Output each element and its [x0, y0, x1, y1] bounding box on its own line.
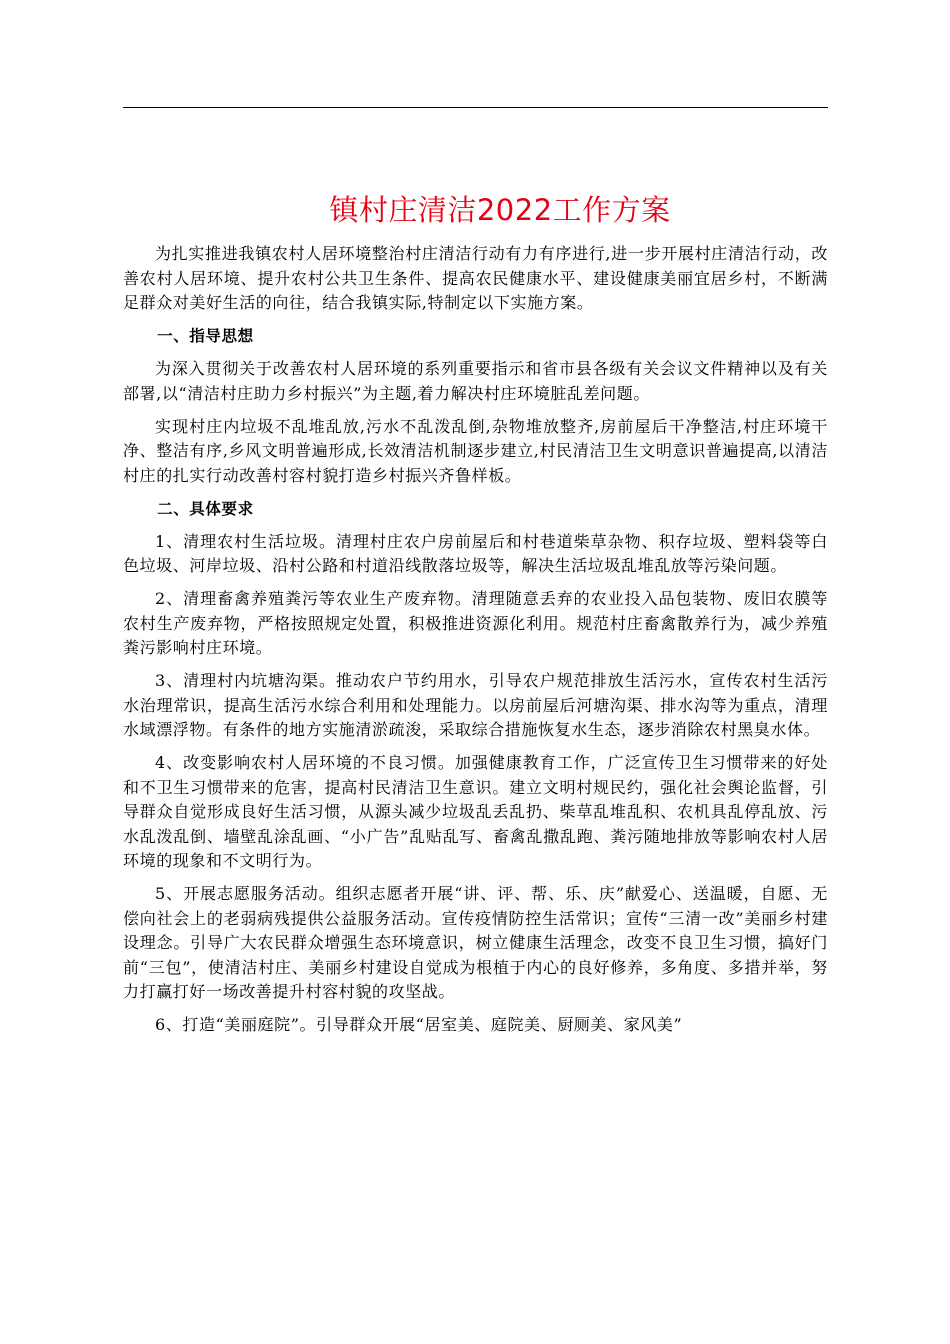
requirement-item: 4、改变影响农村人居环境的不良习惯。加强健康教育工作，广泛宣传卫生习惯带来的好处和不卫生习惯带来的危害，提高村民清洁卫生意识。建立文明村规民约，强化社会舆论监督，引导群众自觉形成良好生活习惯，从源头减少垃圾乱丢乱扔、柴草乱堆乱积、农机具乱停乱放、污水乱泼乱倒、墙壁乱涂乱画、“小广告”乱贴乱写、畜禽乱撒乱跑、粪污随地排放等影响农村人居环境的现象和不文明行为。 [123, 753, 828, 870]
requirement-item: 1、清理农村生活垃圾。清理村庄农户房前屋后和村巷道柴草杂物、积存垃圾、塑料袋等白色垃圾、河岸垃圾、沿村公路和村道沿线散落垃圾等，解决生活垃圾乱堆乱放等污染问题。 [123, 531, 828, 575]
header-rule [123, 107, 828, 108]
section-heading-specific-requirements: 二、具体要求 [157, 499, 254, 518]
section1-paragraph: 实现村庄内垃圾不乱堆乱放,污水不乱泼乱倒,杂物堆放整齐,房前屋后干净整洁,村庄环境干净、整洁有序,乡风文明普遍形成,长效清洁机制逐步建立,村民清洁卫生文明意识普遍提高,以清洁村庄的扎实行动改善村容村貌打造乡村振兴齐鲁样板。 [123, 416, 828, 485]
requirement-item: 3、清理村内坑塘沟渠。推动农户节约用水，引导农户规范排放生活污水，宣传农村生活污水治理常识，提高生活污水综合利用和处理能力。以房前屋后河塘沟渠、排水沟等为重点，清理水域漂浮物。有条件的地方实施清淤疏浚，采取综合措施恢复水生态，逐步消除农村黑臭水体。 [123, 671, 828, 739]
section1-paragraph: 为深入贯彻关于改善农村人居环境的系列重要指示和省市县各级有关会议文件精神以及有关部署,以“清洁村庄助力乡村振兴”为主题,着力解决村庄环境脏乱差问题。 [123, 359, 828, 403]
requirement-item: 6、打造“美丽庭院”。引导群众开展“居室美、庭院美、厨厕美、家风美” [155, 1015, 683, 1034]
section-heading-guiding-ideology: 一、指导思想 [157, 327, 254, 345]
document-title: 镇村庄清洁2022工作方案 [329, 193, 671, 227]
requirement-item: 2、清理畜禽养殖粪污等农业生产废弃物。清理随意丢弃的农业投入品包装物、废旧农膜等农村生产废弃物，严格按照规定处置，积极推进资源化利用。规范村庄畜禽散养行为，减少养殖粪污影响村庄环境。 [123, 589, 828, 657]
intro-paragraph: 为扎实推进我镇农村人居环境整治村庄清洁行动有力有序进行,进一步开展村庄清洁行动，改善农村人居环境、提升农村公共卫生条件、提高农民健康水平、建设健康美丽宜居乡村，不断满足群众对美好生活的向往，结合我镇实际,特制定以下实施方案。 [123, 244, 828, 312]
document-body [123, 242, 828, 1046]
requirement-item: 5、开展志愿服务活动。组织志愿者开展“讲、评、帮、乐、庆”献爱心、送温暖，自愿、无偿向社会上的老弱病残提供公益服务活动。宣传疫情防控生活常识；宣传“三清一改”美丽乡村建设理念。引导广大农民群众增强生态环境意识，树立健康生活理念，改变不良卫生习惯，搞好门前“三包”，使清洁村庄、美丽乡村建设自觉成为根植于内心的良好修养，多角度、多措并举，努力打赢打好一场改善提升村容村貌的攻坚战。 [123, 884, 828, 1001]
